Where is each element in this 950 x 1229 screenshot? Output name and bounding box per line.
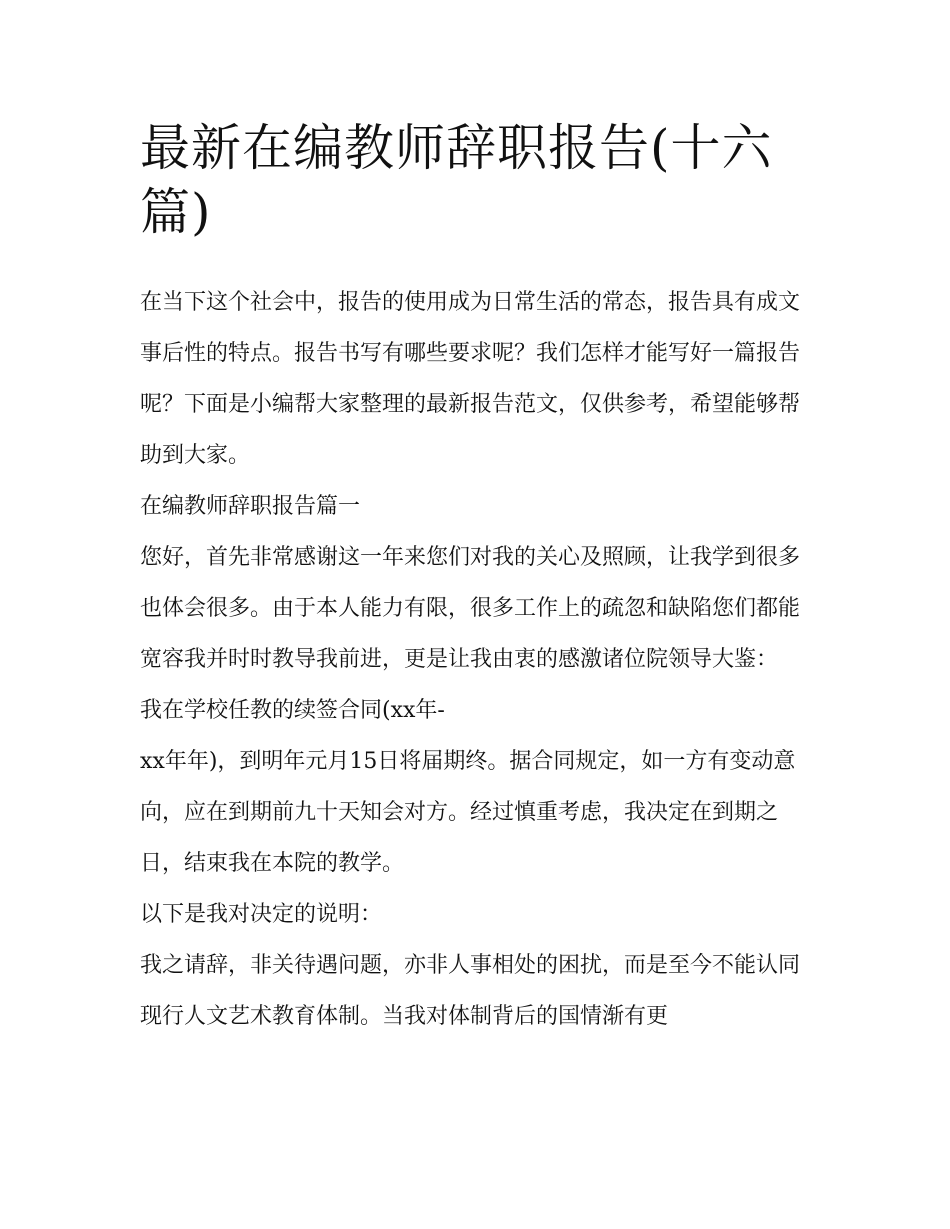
body-paragraph: 您好，首先非常感谢这一年来您们对我的关心及照顾，让我学到很多也体会很多。由于本人能力有限，很多工作上的疏忽和缺陷您们都能宽容我并时时教导我前进，更是让我由衷的感激诸位院领导大鉴：	[140, 545, 801, 672]
intro-paragraph: 在当下这个社会中，报告的使用成为日常生活的常态，报告具有成文事后性的特点。报告书写有哪些要求呢？我们怎样才能写好一篇报告呢？下面是小编帮大家整理的最新报告范文，仅供参考，希望能够帮助到大家。	[140, 290, 801, 468]
body-paragraph: 我之请辞，非关待遇问题，亦非人事相处的困扰，而是至今不能认同现行人文艺术教育体制。当我对体制背后的国情渐有更	[140, 953, 801, 1029]
body-paragraph: 以下是我对决定的说明：	[140, 902, 383, 927]
section-heading: 在编教师辞职报告篇一	[140, 494, 361, 519]
body-paragraph: xx年年)，到明年元月15日将届期终。据合同规定，如一方有变动意向，应在到期前九十天知会对方。经过慎重考虑，我决定在到期之日，结束我在本院的教学。	[140, 749, 796, 876]
body-paragraph: 我在学校任教的续签合同(xx年-	[140, 698, 445, 723]
document-body	[140, 277, 820, 1042]
document-title: 最新在编教师辞职报告(十六篇)	[140, 119, 773, 241]
